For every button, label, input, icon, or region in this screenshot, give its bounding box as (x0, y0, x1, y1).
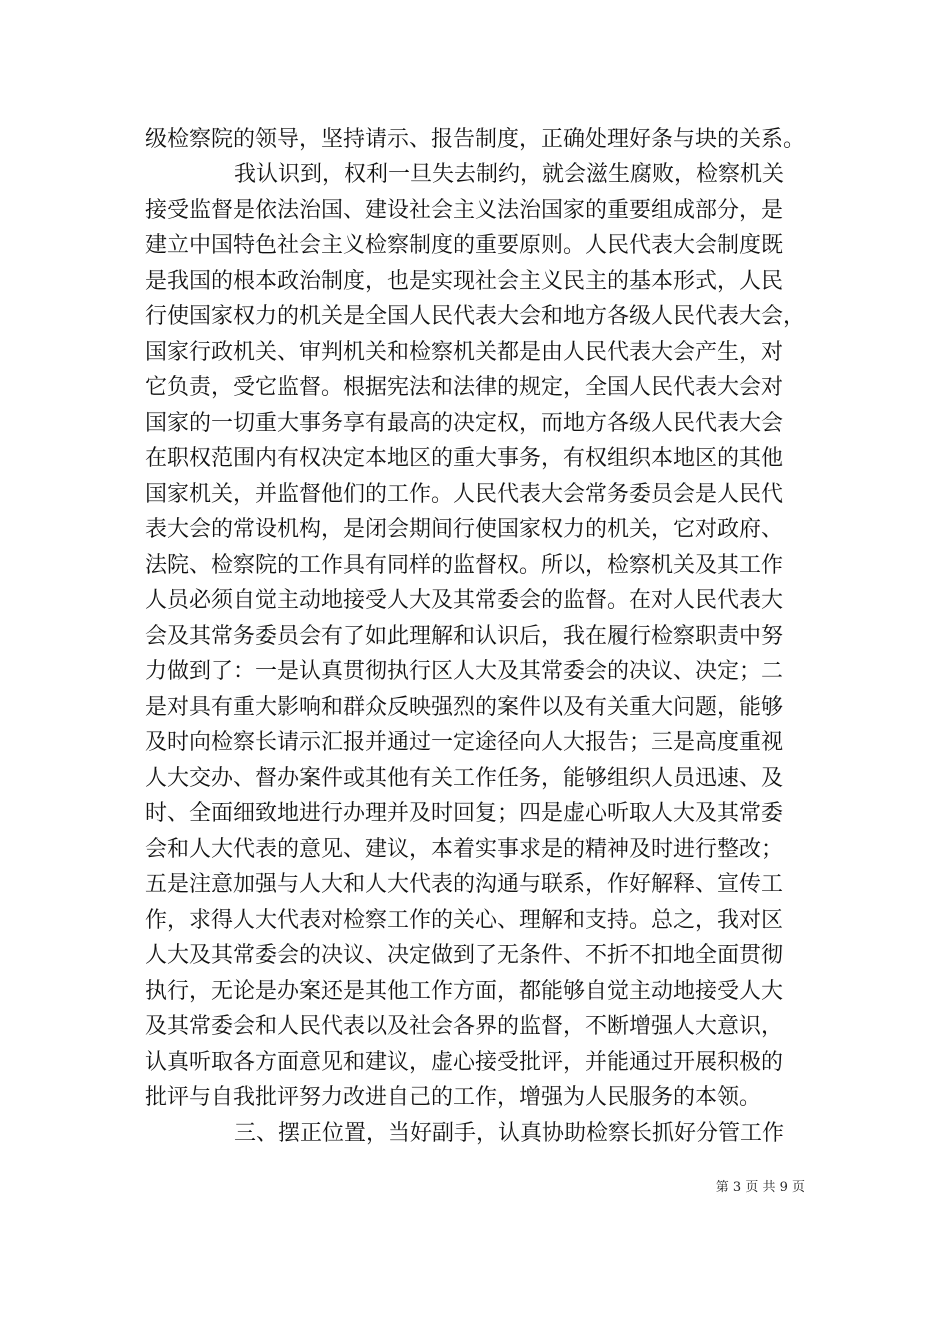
body-text-line: 级检察院的领导，坚持请示、报告制度，正确处理好条与块的关系。 (145, 127, 806, 152)
body-text-line: 它负责，受它监督。根据宪法和法律的规定，全国人民代表大会对 (145, 375, 784, 400)
body-text-line: 及其常委会和人民代表以及社会各界的监督，不断增强人大意识， (145, 1014, 784, 1039)
body-text-line: 会和人大代表的意见、建议，本着实事求是的精神及时进行整改； (145, 837, 784, 862)
paragraph-first-line: 我认识到，权利一旦失去制约，就会滋生腐败，检察机关 (234, 162, 785, 187)
body-text-line: 人大及其常委会的决议、决定做到了无条件、不折不扣地全面贯彻 (145, 943, 784, 968)
body-text-line: 国家的一切重大事务享有最高的决定权，而地方各级人民代表大会 (145, 411, 784, 436)
body-text-line: 国家行政机关、审判机关和检察机关都是由人民代表大会产生，对 (145, 340, 784, 365)
body-text-line: 力做到了：一是认真贯彻执行区人大及其常委会的决议、决定；二 (145, 659, 784, 684)
body-text-line: 接受监督是依法治国、建设社会主义法治国家的重要组成部分，是 (145, 198, 784, 223)
body-text-line: 作，求得人大代表对检察工作的关心、理解和支持。总之，我对区 (145, 908, 784, 933)
body-text-line: 法院、检察院的工作具有同样的监督权。所以，检察机关及其工作 (145, 553, 784, 578)
body-text-line: 国家机关，并监督他们的工作。人民代表大会常务委员会是人民代 (145, 482, 784, 507)
section-heading: 三、摆正位置，当好副手，认真协助检察长抓好分管工作 (234, 1121, 785, 1146)
body-text-line: 会及其常务委员会有了如此理解和认识后，我在履行检察职责中努 (145, 624, 784, 649)
body-text-line: 时、全面细致地进行办理并及时回复；四是虚心听取人大及其常委 (145, 801, 784, 826)
page-number-footer: 第 3 页 共 9 页 (715, 1180, 805, 1195)
body-text-line: 人员必须自觉主动地接受人大及其常委会的监督。在对人民代表大 (145, 588, 784, 613)
body-text-line: 人大交办、督办案件或其他有关工作任务，能够组织人员迅速、及 (145, 766, 784, 791)
body-text-line: 五是注意加强与人大和人大代表的沟通与联系，作好解释、宣传工 (145, 872, 784, 897)
body-text-line: 认真听取各方面意见和建议，虚心接受批评，并能通过开展积极的 (145, 1050, 784, 1075)
body-text-line: 是我国的根本政治制度，也是实现社会主义民主的基本形式，人民 (145, 269, 784, 294)
body-text-line: 批评与自我批评努力改进自己的工作，增强为人民服务的本领。 (145, 1085, 762, 1110)
body-text-line: 执行，无论是办案还是其他工作方面，都能够自觉主动地接受人大 (145, 979, 784, 1004)
body-text-line: 是对具有重大影响和群众反映强烈的案件以及有关重大问题，能够 (145, 695, 784, 720)
body-text-line: 表大会的常设机构，是闭会期间行使国家权力的机关，它对政府、 (145, 517, 784, 542)
body-text-line: 行使国家权力的机关是全国人民代表大会和地方各级人民代表大会， (145, 304, 806, 329)
body-text-line: 建立中国特色社会主义检察制度的重要原则。人民代表大会制度既 (145, 233, 784, 258)
body-text-line: 在职权范围内有权决定本地区的重大事务，有权组织本地区的其他 (145, 446, 784, 471)
body-text-line: 及时向检察长请示汇报并通过一定途径向人大报告；三是高度重视 (145, 730, 784, 755)
